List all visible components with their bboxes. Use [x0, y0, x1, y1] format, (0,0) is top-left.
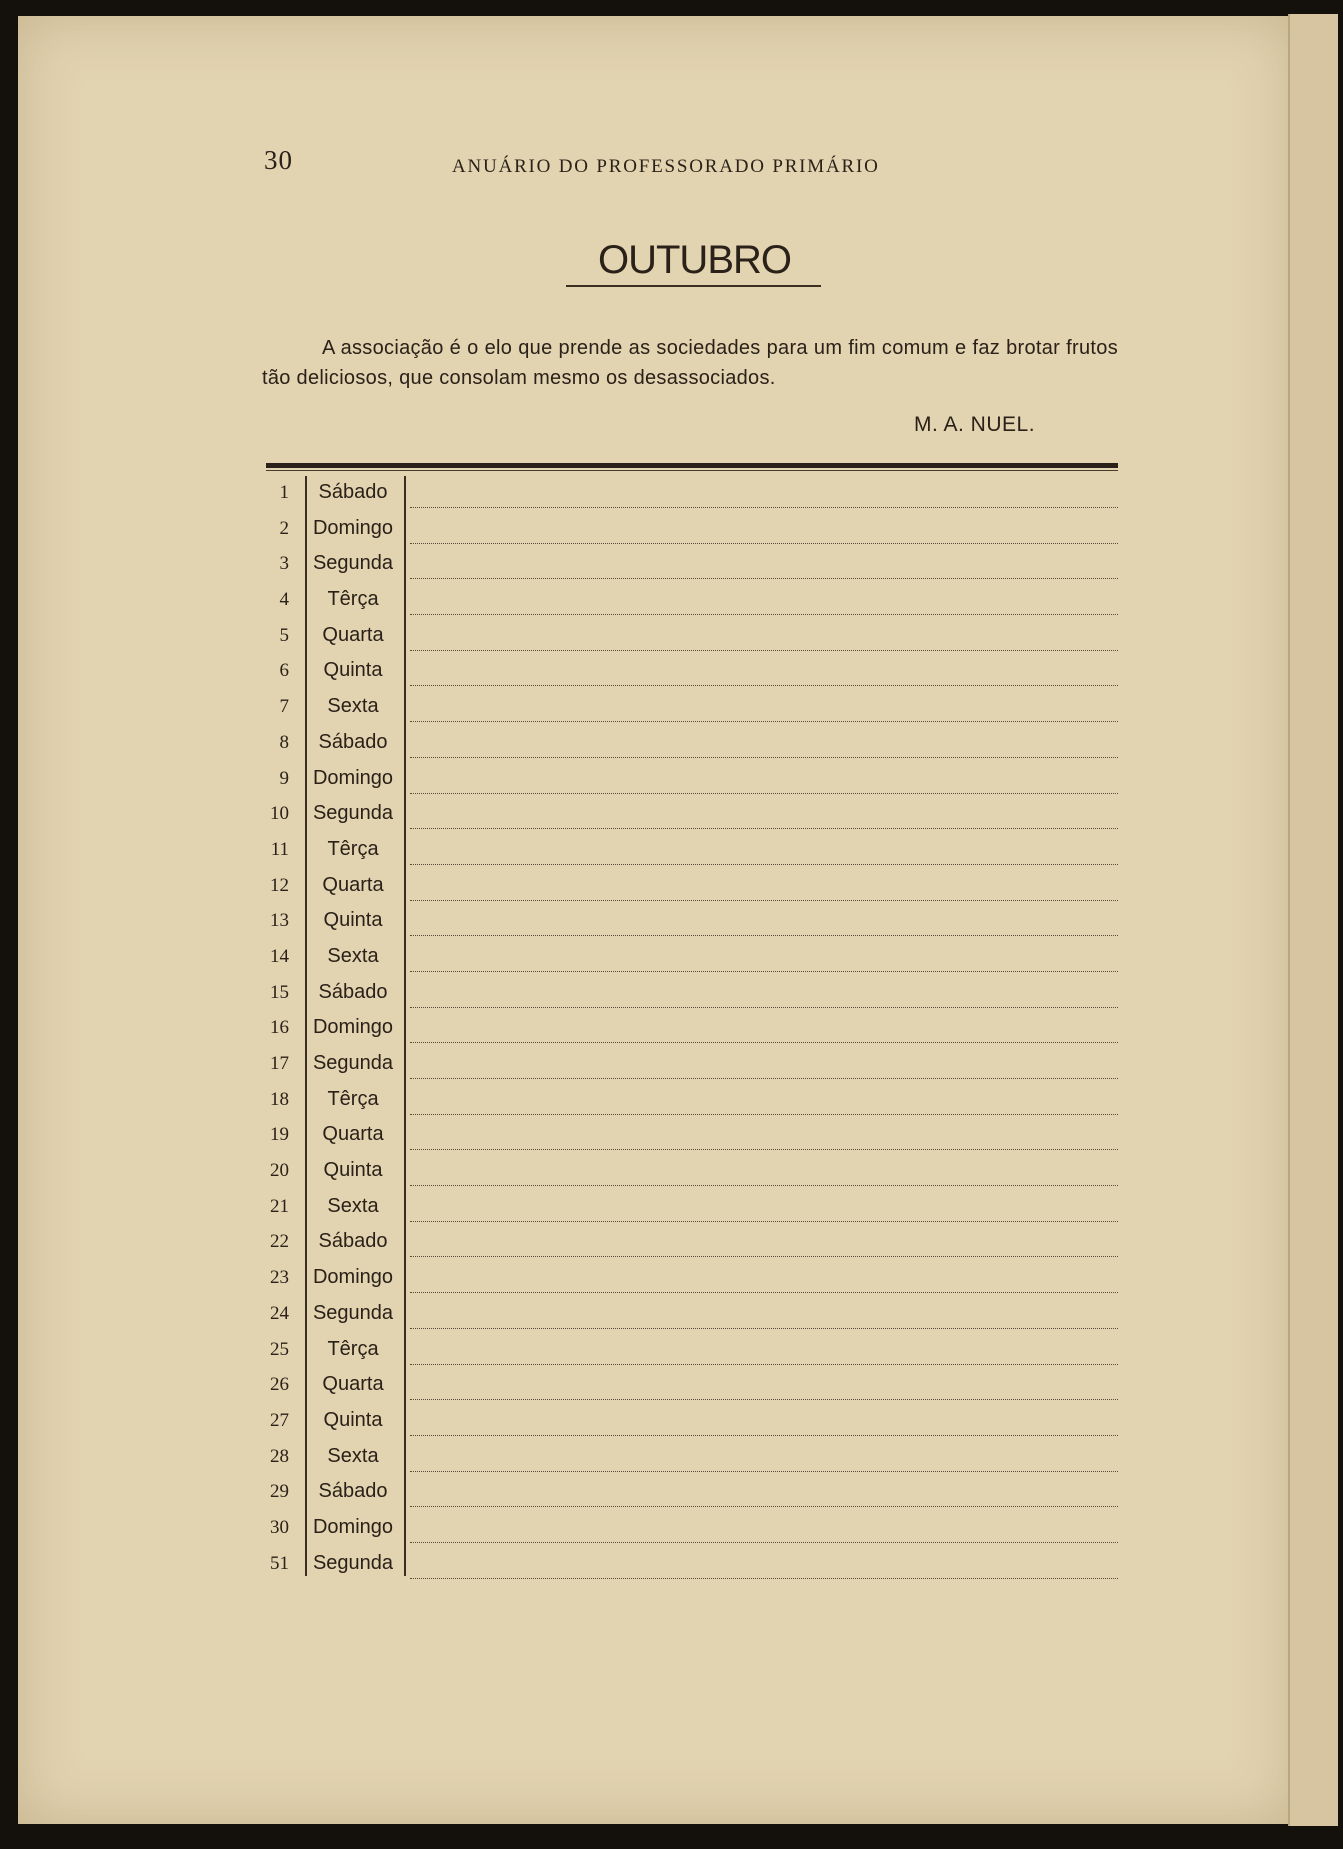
note-line[interactable] [410, 1256, 1118, 1257]
day-number: 26 [270, 1374, 289, 1396]
day-number: 12 [270, 874, 289, 896]
day-row [266, 1154, 1118, 1190]
day-number: 15 [270, 981, 289, 1003]
note-line[interactable] [410, 721, 1118, 722]
day-row [266, 1440, 1118, 1476]
page-number: 30 [264, 145, 293, 175]
day-row [266, 976, 1118, 1012]
note-line[interactable] [410, 507, 1118, 508]
day-row [266, 1547, 1118, 1583]
day-number: 9 [279, 767, 289, 789]
note-line[interactable] [410, 1506, 1118, 1507]
note-line[interactable] [410, 1578, 1118, 1579]
day-name: Quinta [323, 1408, 383, 1431]
note-line[interactable] [410, 757, 1118, 758]
note-line[interactable] [410, 1364, 1118, 1365]
day-number: 13 [270, 910, 289, 932]
note-line[interactable] [410, 578, 1118, 579]
day-row [266, 619, 1118, 655]
day-row [266, 940, 1118, 976]
day-row [266, 1083, 1118, 1119]
note-line[interactable] [410, 650, 1118, 651]
day-name: Sábado [318, 481, 388, 503]
day-row [266, 690, 1118, 726]
day-name: Domingo [312, 516, 394, 539]
day-row [266, 726, 1118, 762]
note-line[interactable] [410, 1078, 1118, 1079]
day-name: Domingo [312, 1266, 394, 1289]
day-name: Segunda [312, 1301, 394, 1324]
day-name: Sexta [327, 1194, 379, 1217]
day-number: 2 [279, 517, 289, 539]
day-row [266, 1118, 1118, 1154]
note-line[interactable] [410, 864, 1118, 865]
day-number: 3 [279, 553, 289, 575]
day-name: Domingo [312, 766, 394, 789]
day-number: 6 [279, 660, 289, 682]
day-number: 5 [279, 624, 289, 646]
month-title: OUTUBRO [598, 238, 791, 282]
day-row [266, 904, 1118, 940]
note-line[interactable] [410, 1471, 1118, 1472]
day-name: Quarta [322, 1123, 384, 1146]
day-number: 10 [270, 803, 289, 825]
day-row [266, 1190, 1118, 1226]
day-name: Domingo [312, 1515, 394, 1538]
day-number: 23 [270, 1267, 289, 1289]
day-row [266, 1225, 1118, 1261]
day-number: 7 [279, 696, 289, 718]
day-row [266, 654, 1118, 690]
note-line[interactable] [410, 1114, 1118, 1115]
day-row [266, 1368, 1118, 1404]
day-row [266, 833, 1118, 869]
day-name: Quinta [323, 1159, 383, 1182]
day-name: Quarta [322, 1373, 384, 1396]
day-number: 24 [270, 1302, 289, 1324]
table-top-rule-thin [266, 470, 1118, 471]
day-name: Segunda [312, 1551, 394, 1574]
note-line[interactable] [410, 1221, 1118, 1222]
day-name: Segunda [312, 802, 394, 825]
day-name: Sexta [327, 1444, 379, 1467]
day-number: 8 [279, 731, 289, 753]
day-row [266, 1261, 1118, 1297]
epigraph-quote: A associação é o elo que prende as sociedades para um fim comum e faz brotar frutos tão deliciosos, que consolam mesmo os desassociados. [262, 337, 1118, 389]
day-number: 22 [270, 1231, 289, 1253]
day-row [266, 1333, 1118, 1369]
day-number: 1 [279, 482, 289, 503]
day-name: Têrça [327, 588, 379, 611]
note-line[interactable] [410, 543, 1118, 544]
note-line[interactable] [410, 1042, 1118, 1043]
day-number: 28 [270, 1445, 289, 1467]
day-name: Quinta [323, 659, 383, 682]
day-row [266, 476, 1118, 512]
note-line[interactable] [410, 935, 1118, 936]
day-row [266, 762, 1118, 798]
day-number: 21 [270, 1195, 289, 1217]
day-number: 14 [270, 945, 289, 967]
note-line[interactable] [410, 971, 1118, 972]
day-number: 20 [270, 1160, 289, 1182]
note-line[interactable] [410, 793, 1118, 794]
day-name: Têrça [327, 1087, 379, 1110]
day-row [266, 869, 1118, 905]
day-name: Têrça [327, 837, 379, 860]
day-row [266, 797, 1118, 833]
day-row [266, 1047, 1118, 1083]
day-name: Quarta [322, 623, 384, 646]
day-number: 29 [270, 1481, 289, 1503]
next-page-edge [1288, 14, 1338, 1826]
day-name: Sexta [327, 944, 379, 967]
day-row [266, 1011, 1118, 1047]
note-line[interactable] [410, 685, 1118, 686]
day-row [266, 512, 1118, 548]
day-number: 30 [270, 1516, 289, 1538]
day-name: Sábado [318, 730, 388, 753]
day-row [266, 1297, 1118, 1333]
month-underline [566, 285, 821, 287]
day-name: Quinta [323, 909, 383, 932]
day-name: Segunda [312, 1052, 394, 1074]
day-number: 17 [270, 1053, 289, 1074]
day-name: Sábado [318, 1230, 388, 1253]
note-line[interactable] [410, 900, 1118, 901]
day-number: 4 [279, 589, 289, 611]
day-calendar [266, 476, 1118, 1582]
day-number: 18 [270, 1088, 289, 1110]
note-line[interactable] [410, 614, 1118, 615]
day-number: 27 [270, 1409, 289, 1431]
day-row [266, 1404, 1118, 1440]
day-number: 16 [270, 1017, 289, 1039]
day-row [266, 1511, 1118, 1547]
day-name: Sexta [327, 695, 379, 718]
note-line[interactable] [410, 1149, 1118, 1150]
note-line[interactable] [410, 1007, 1118, 1008]
day-name: Sábado [318, 1480, 388, 1503]
day-number: 19 [270, 1124, 289, 1146]
note-line[interactable] [410, 1542, 1118, 1543]
note-line[interactable] [410, 1185, 1118, 1186]
day-name: Têrça [327, 1337, 379, 1360]
running-title: ANUÁRIO DO PROFESSORADO PRIMÁRIO [452, 156, 880, 177]
epigraph-author: M. A. NUEL. [914, 413, 1036, 436]
day-row [266, 583, 1118, 619]
table-top-rule [266, 463, 1118, 468]
note-line[interactable] [410, 828, 1118, 829]
day-name: Sábado [318, 980, 388, 1003]
note-line[interactable] [410, 1328, 1118, 1329]
note-line[interactable] [410, 1435, 1118, 1436]
day-row [266, 547, 1118, 583]
day-name: Quarta [322, 873, 384, 896]
day-name: Domingo [312, 1016, 394, 1039]
note-line[interactable] [410, 1399, 1118, 1400]
day-name: Segunda [312, 552, 394, 575]
day-number: 51 [270, 1552, 289, 1574]
day-number: 25 [270, 1338, 289, 1360]
day-row [266, 1475, 1118, 1511]
note-line[interactable] [410, 1292, 1118, 1293]
day-number: 11 [270, 838, 289, 860]
